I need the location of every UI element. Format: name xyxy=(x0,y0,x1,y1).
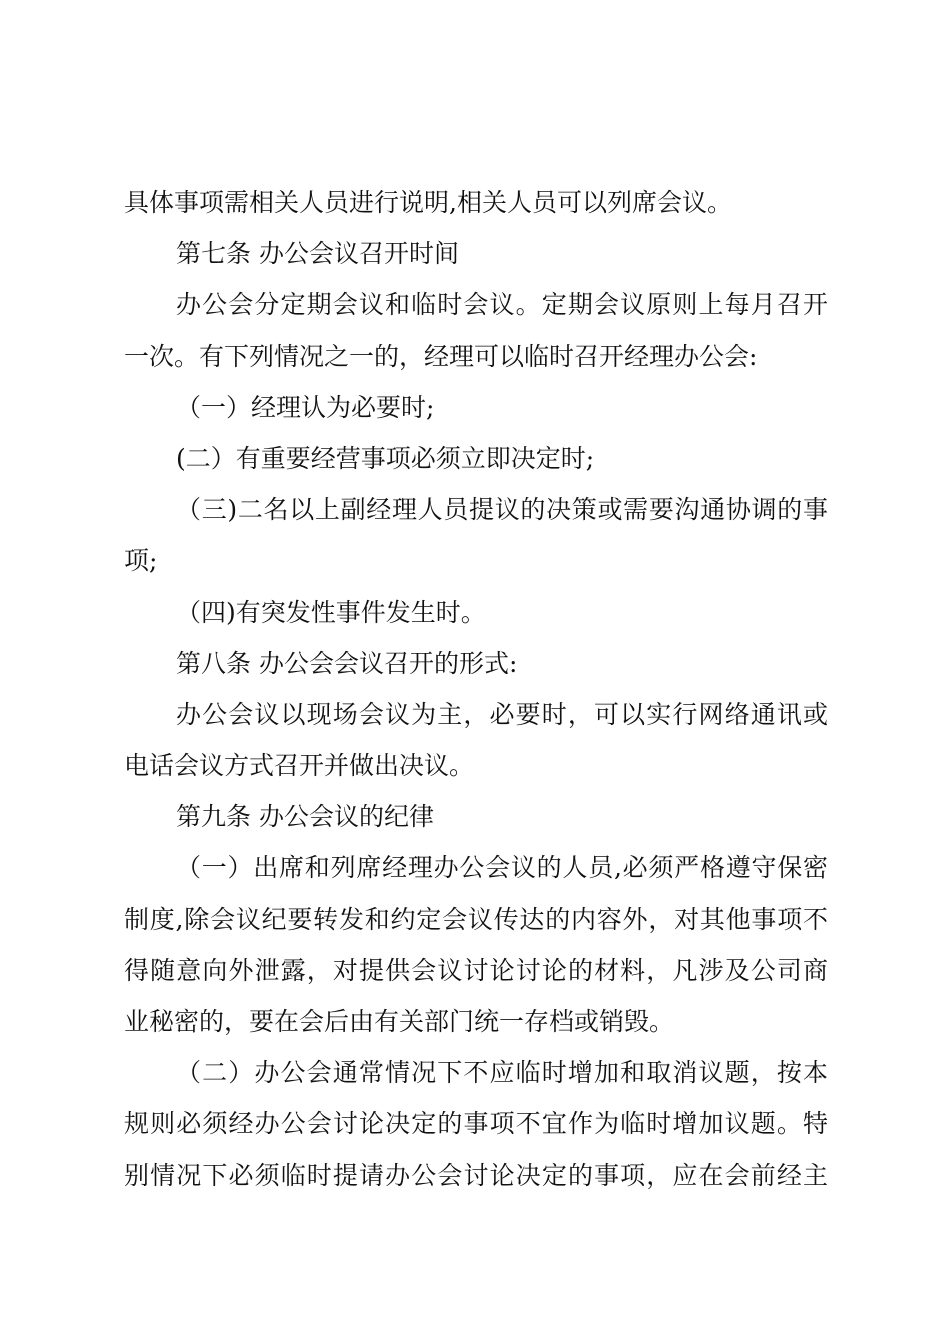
paragraph-line: 办公会议以现场会议为主，必要时，可以实行网络通讯或 xyxy=(176,699,828,729)
document-body xyxy=(124,177,828,1201)
article-heading: 第九条 办公会议的纪律 xyxy=(176,802,434,832)
article-heading: 第七条 办公会议召开时间 xyxy=(176,239,459,269)
list-item: (二）有重要经营事项必须立即决定时; xyxy=(176,443,595,473)
paragraph-line: 项; xyxy=(124,546,158,576)
article-heading: 第八条 办公会会议召开的形式: xyxy=(176,648,518,678)
paragraph-line: 一次。有下列情况之一的，经理可以临时召开经理办公会: xyxy=(124,341,758,371)
list-item: （三)二名以上副经理人员提议的决策或需要沟通协调的事 xyxy=(176,495,828,525)
list-item: （一）经理认为必要时; xyxy=(176,392,435,422)
paragraph-line: 得随意向外泄露，对提供会议讨论讨论的材料，凡涉及公司商 xyxy=(124,955,828,985)
list-item: （四)有突发性事件发生时。 xyxy=(176,597,486,627)
paragraph-line: 办公会分定期会议和临时会议。定期会议原则上每月召开 xyxy=(176,290,828,320)
paragraph-line: 业秘密的，要在会后由有关部门统一存档或销毁。 xyxy=(124,1007,675,1036)
paragraph-line: 规则必须经办公会讨论决定的事项不宜作为临时增加议题。特 xyxy=(124,1109,828,1139)
paragraph-line: 制度,除会议纪要转发和约定会议传达的内容外，对其他事项不 xyxy=(124,904,828,934)
list-item: （一）出席和列席经理办公会议的人员,必须严格遵守保密 xyxy=(176,853,828,883)
paragraph-line: 具体事项需相关人员进行说明,相关人员可以列席会议。 xyxy=(124,188,732,217)
paragraph-line: 别情况下必须临时提请办公会讨论决定的事项，应在会前经主 xyxy=(124,1160,828,1190)
list-item: （二）办公会通常情况下不应临时增加和取消议题，按本 xyxy=(176,1058,828,1088)
paragraph-line: 电话会议方式召开并做出决议。 xyxy=(124,751,475,781)
